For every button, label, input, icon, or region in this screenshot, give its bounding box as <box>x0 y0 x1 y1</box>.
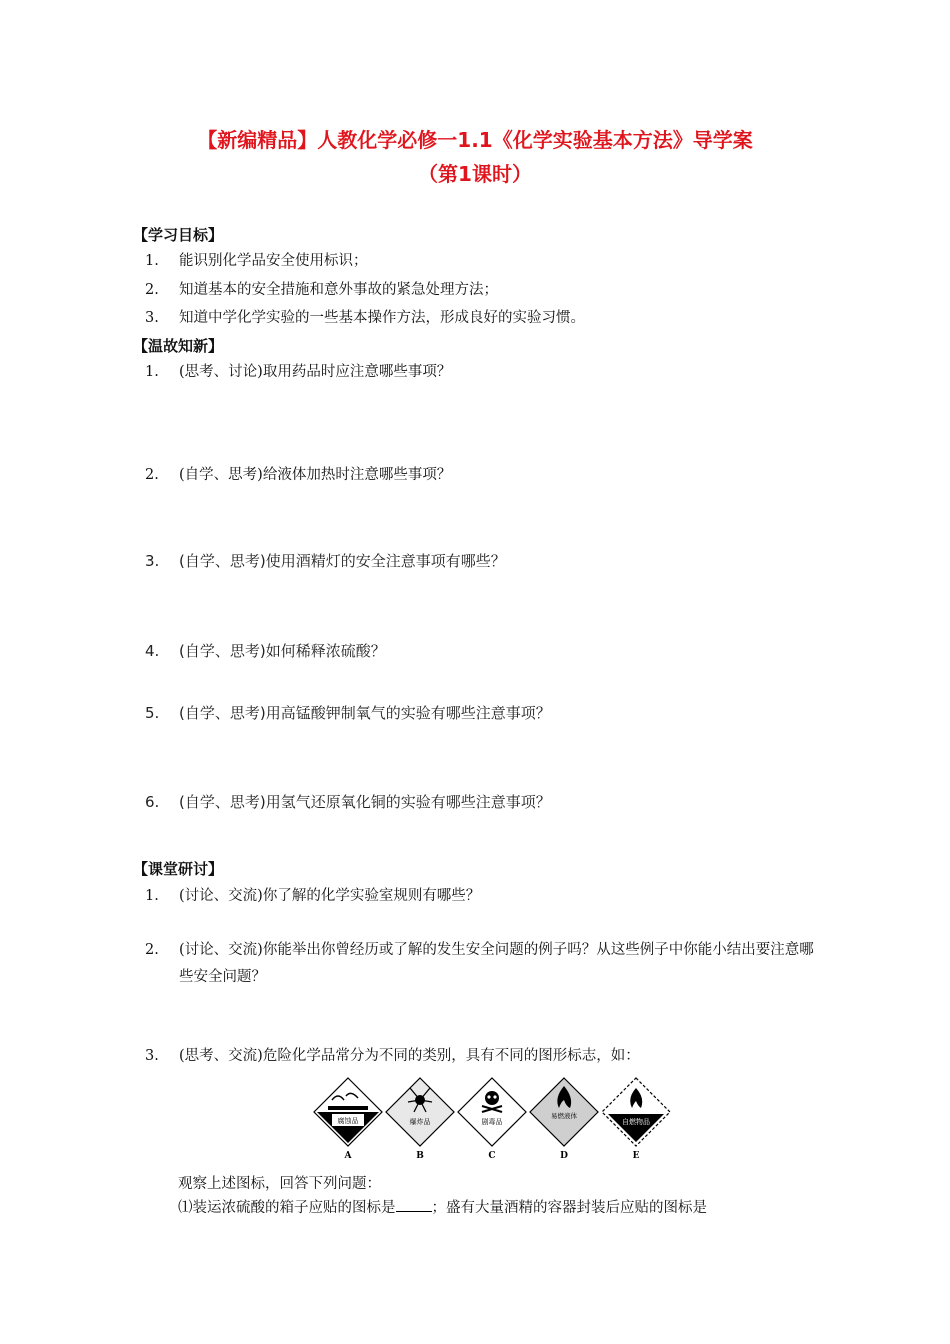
item-number: 3. <box>145 1048 159 1064</box>
sign-letter: B <box>416 1151 424 1160</box>
item-number: 1. <box>145 253 159 269</box>
list-item <box>145 883 815 910</box>
list-item <box>145 937 815 991</box>
hazard-sign-spontaneous-combustible <box>602 1078 670 1160</box>
sign-letter: A <box>344 1151 352 1160</box>
sign-label: 自燃物品 <box>622 1118 650 1126</box>
sign-letter: C <box>488 1151 496 1160</box>
hazard-signs-figure <box>312 1076 672 1160</box>
list-item <box>145 638 815 665</box>
observe-instruction: 观察上述图标，回答下列问题： <box>178 1176 381 1192</box>
list-item <box>145 305 815 332</box>
list-item <box>145 789 815 816</box>
item-text: (自学、思考)如何稀释浓硫酸？ <box>179 642 386 660</box>
sign-label: 爆炸品 <box>409 1118 431 1126</box>
item-number: 1. <box>145 888 159 904</box>
item-text: 知道中学化学实验的一些基本操作方法，形成良好的实验习惯。 <box>179 310 585 326</box>
answer-blank[interactable] <box>396 1199 432 1212</box>
item-number: 2. <box>145 942 159 958</box>
list-item <box>145 248 815 275</box>
hazard-sign-explosive <box>386 1078 454 1160</box>
item-text: (自学、思考)给液体加热时注意哪些事项？ <box>179 467 452 483</box>
sign-label: 剧毒品 <box>481 1118 503 1126</box>
item-number: 4. <box>145 642 160 660</box>
question-1 <box>178 1196 707 1217</box>
list-item <box>145 700 815 727</box>
item-text: (思考、讨论)取用药品时应注意哪些事项？ <box>179 364 452 380</box>
section-heading-review: 【温故知新】 <box>133 337 224 355</box>
question-1-part-a: ⑴装运浓硫酸的箱子应贴的图标是 <box>178 1200 396 1216</box>
hazard-sign-flammable-liquid <box>530 1078 598 1160</box>
item-text: (思考、交流)危险化学品常分为不同的类别，具有不同的图形标志，如： <box>179 1048 640 1064</box>
item-number: 5. <box>145 704 160 722</box>
list-item <box>145 359 815 386</box>
question-1-part-b: ；盛有大量酒精的容器封装后应贴的图标是 <box>431 1200 707 1216</box>
hazard-sign-corrosive <box>314 1078 382 1160</box>
list-item <box>145 548 815 575</box>
item-number: 3. <box>145 552 160 570</box>
list-item <box>145 277 815 304</box>
item-text: (自学、思考)用高锰酸钾制氧气的实验有哪些注意事项？ <box>179 704 551 722</box>
list-item <box>145 462 815 489</box>
item-text: (讨论、交流)你能举出你曾经历或了解的发生安全问题的例子吗？从这些例子中你能小结出要注意哪些安全问题？ <box>179 942 814 985</box>
item-number: 1. <box>145 364 159 380</box>
item-text: (讨论、交流)你了解的化学实验室规则有哪些？ <box>179 888 481 904</box>
item-text: 知道基本的安全措施和意外事故的紧急处理方法； <box>179 282 498 298</box>
list-item <box>145 1043 815 1070</box>
sign-letter: E <box>632 1151 640 1160</box>
item-text: (自学、思考)使用酒精灯的安全注意事项有哪些？ <box>179 552 506 570</box>
item-text: 能识别化学品安全使用标识； <box>179 253 368 269</box>
item-number: 2. <box>145 282 159 298</box>
item-number: 6. <box>145 793 160 811</box>
item-text: (自学、思考)用氢气还原氧化铜的实验有哪些注意事项？ <box>179 793 551 811</box>
sign-label: 易燃液体 <box>551 1112 577 1120</box>
doc-title: 【新编精品】人教化学必修一1.1《化学实验基本方法》导学案 <box>197 128 753 152</box>
hazard-sign-toxic <box>458 1078 526 1160</box>
item-number: 2. <box>145 467 159 483</box>
doc-subtitle: （第1课时） <box>418 162 532 186</box>
sign-letter: D <box>560 1151 568 1160</box>
sign-label: 腐蚀品 <box>337 1117 359 1125</box>
item-number: 3. <box>145 310 159 326</box>
section-heading-classroom: 【课堂研讨】 <box>133 860 224 878</box>
section-heading-goals: 【学习目标】 <box>133 226 224 244</box>
